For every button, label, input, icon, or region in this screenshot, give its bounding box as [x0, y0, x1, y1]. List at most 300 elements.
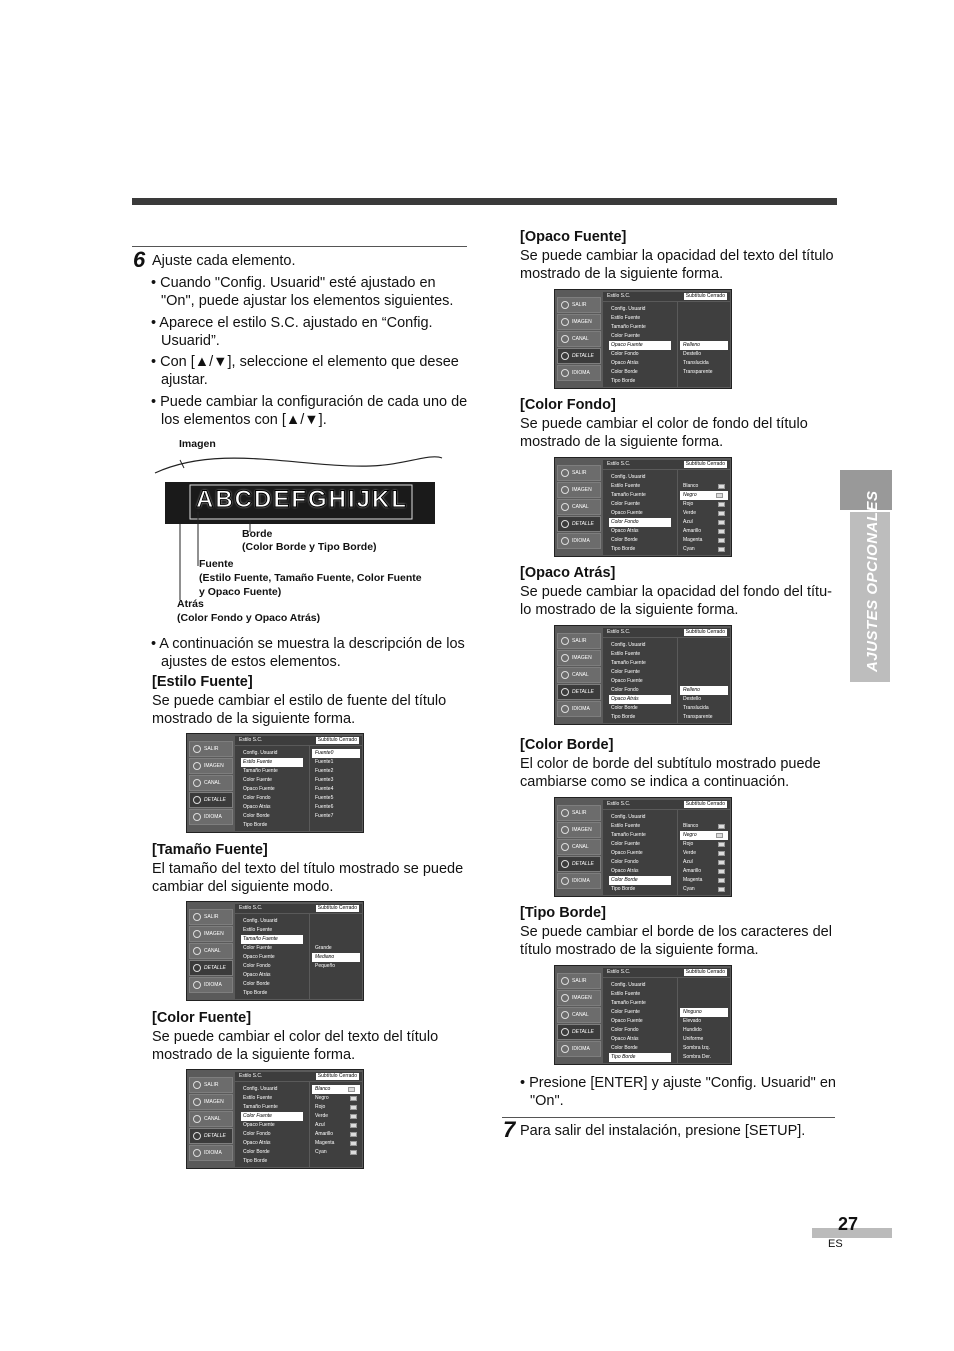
- menu-side-label: CANAL: [204, 1116, 221, 1122]
- menu-side-item[interactable]: [557, 973, 601, 989]
- menu-side-label: IMAGEN: [572, 655, 592, 661]
- menu-side-item[interactable]: [557, 650, 601, 666]
- menu-color-fuente: [186, 1069, 364, 1169]
- menu-side-label: SALIR: [572, 978, 587, 984]
- menu-option[interactable]: [678, 536, 730, 545]
- menu-option-label: Blanco: [683, 483, 699, 489]
- menu-side-item[interactable]: [557, 856, 601, 872]
- menu-row[interactable]: Color Fuente: [243, 777, 272, 783]
- menu-option[interactable]: [312, 953, 360, 962]
- menu-row[interactable]: Opaco Atrás: [611, 1036, 639, 1042]
- menu-sidebar: [189, 737, 233, 831]
- menu-option[interactable]: [310, 794, 362, 803]
- menu-side-item[interactable]: [189, 960, 233, 976]
- menu-option-label: Amarillo: [683, 868, 702, 874]
- menu-item-icon: [193, 762, 201, 770]
- menu-row[interactable]: Opaco Fuente: [243, 1122, 275, 1128]
- menu-header-title: Estilo S.C.: [607, 801, 631, 807]
- menu-item-icon: [561, 1011, 569, 1019]
- menu-option-label: Azul: [683, 859, 693, 865]
- menu-side-item[interactable]: [189, 943, 233, 959]
- menu-row[interactable]: Config. Usuarid: [611, 642, 646, 648]
- menu-option[interactable]: [310, 1130, 362, 1139]
- menu-row[interactable]: Estilo Fuente: [243, 1095, 273, 1101]
- menu-item-icon: [561, 537, 569, 545]
- menu-row[interactable]: Color Fuente: [611, 669, 640, 675]
- menu-option[interactable]: [678, 350, 730, 359]
- menu-side-item[interactable]: [189, 1145, 233, 1161]
- menu-side-item[interactable]: [189, 926, 233, 942]
- diagram-label-fuente: Fuente: [199, 558, 234, 570]
- step7-number: 7: [503, 1117, 516, 1142]
- menu-side-item[interactable]: [557, 1024, 601, 1040]
- menu-options: [678, 810, 730, 895]
- color-swatch: [718, 502, 725, 507]
- menu-item-icon: [561, 843, 569, 851]
- menu-side-item[interactable]: [557, 365, 601, 381]
- menu-option[interactable]: [678, 840, 730, 849]
- menu-option[interactable]: [678, 713, 730, 722]
- menu-option[interactable]: [678, 822, 730, 831]
- menu-side-item[interactable]: [557, 1041, 601, 1057]
- menu-option[interactable]: [678, 527, 730, 536]
- menu-option[interactable]: [312, 749, 360, 758]
- menu-row[interactable]: Tamaño Fuente: [611, 492, 646, 498]
- menu-option[interactable]: [678, 849, 730, 858]
- menu-option-label: Negro: [315, 1095, 329, 1101]
- menu-option-label: Magenta: [315, 1140, 335, 1146]
- menu-row[interactable]: Config. Usuarid: [243, 1086, 278, 1092]
- fondo-text: Se puede cambiar el color de fondo del título mostrado de la siguiente forma.: [520, 416, 808, 450]
- step6-bullet-2: • Aparece el estilo S.C. ajustado en “Config. Usuarid”.: [151, 315, 433, 349]
- menu-row[interactable]: Color Borde: [243, 981, 270, 987]
- menu-row[interactable]: Color Fondo: [611, 687, 639, 693]
- menu-item-icon: [561, 705, 569, 713]
- menu-side-item[interactable]: [557, 805, 601, 821]
- menu-option-label: Destello: [683, 351, 702, 357]
- menu-row[interactable]: Tipo Borde: [611, 378, 636, 384]
- color-swatch: [350, 1132, 357, 1137]
- menu-opaco-atras: [554, 625, 732, 725]
- menu-side-label: DETALLE: [204, 1133, 226, 1139]
- menu-side-label: CANAL: [572, 672, 589, 678]
- color-swatch: [718, 878, 725, 883]
- menu-side-item[interactable]: [557, 533, 601, 549]
- menu-row[interactable]: Tamaño Fuente: [611, 324, 646, 330]
- menu-row[interactable]: Opaco Fuente: [611, 510, 643, 516]
- menu-side-label: IDIOMA: [204, 814, 222, 820]
- menu-row[interactable]: Color Borde: [611, 369, 638, 375]
- menu-header: [235, 1072, 362, 1081]
- menu-side-item[interactable]: [189, 1077, 233, 1093]
- menu-option[interactable]: [678, 1035, 730, 1044]
- menu-option[interactable]: [310, 767, 362, 776]
- menu-row[interactable]: Tamaño Fuente: [243, 768, 278, 774]
- menu-row[interactable]: Opaco Fuente: [611, 678, 643, 684]
- menu-rows: [603, 810, 677, 895]
- menu-row[interactable]: Color Fondo: [609, 518, 671, 527]
- color-swatch: [718, 484, 725, 489]
- menu-option[interactable]: [310, 962, 362, 971]
- menu-option[interactable]: [310, 1139, 362, 1148]
- menu-row[interactable]: Opaco Atrás: [243, 804, 271, 810]
- menu-row[interactable]: Tamaño Fuente: [611, 660, 646, 666]
- step6-bullet-3: • Con [▲/▼], seleccione el elemento que desee ajustar.: [151, 354, 459, 388]
- menu-option-label: Amarillo: [315, 1131, 334, 1137]
- menu-row[interactable]: Opaco Fuente: [609, 341, 671, 350]
- menu-rows: [603, 470, 677, 555]
- menu-row[interactable]: Opaco Fuente: [611, 850, 643, 856]
- menu-option[interactable]: [310, 1094, 362, 1103]
- menu-item-icon: [193, 964, 201, 972]
- menu-side-label: CANAL: [572, 504, 589, 510]
- menu-row[interactable]: Tamaño Fuente: [241, 935, 303, 944]
- menu-row[interactable]: Estilo Fuente: [611, 651, 641, 657]
- menu-row[interactable]: Tamaño Fuente: [243, 1104, 278, 1110]
- color-swatch: [348, 1087, 355, 1092]
- menu-option-label: Blanco: [683, 823, 699, 829]
- menu-side-item[interactable]: [557, 465, 601, 481]
- menu-side-item[interactable]: [557, 348, 601, 364]
- tamano-title: [Tamaño Fuente]: [152, 842, 268, 858]
- menu-option-label: Fuente1: [315, 759, 334, 765]
- menu-side-item[interactable]: [189, 758, 233, 774]
- menu-side-item[interactable]: [557, 314, 601, 330]
- menu-side-item[interactable]: [189, 741, 233, 757]
- color-swatch: [350, 1123, 357, 1128]
- menu-option[interactable]: [678, 359, 730, 368]
- menu-side-label: IMAGEN: [204, 1099, 224, 1105]
- step6-intro: Ajuste cada elemento.: [152, 253, 296, 269]
- menu-option[interactable]: [678, 500, 730, 509]
- menu-option-label: Azul: [315, 1122, 325, 1128]
- menu-row[interactable]: Color Borde: [243, 813, 270, 819]
- menu-option-label: Fuente5: [315, 795, 334, 801]
- menu-item-icon: [193, 1149, 201, 1157]
- menu-row[interactable]: Color Fuente: [611, 333, 640, 339]
- menu-item-icon: [193, 1115, 201, 1123]
- color-swatch: [716, 833, 723, 838]
- menu-side-label: SALIR: [572, 810, 587, 816]
- menu-side-item[interactable]: [557, 482, 601, 498]
- menu-side-item[interactable]: [189, 792, 233, 808]
- borde-title: [Color Borde]: [520, 737, 614, 753]
- diagram-label-fuente-sub1: (Estilo Fuente, Tamaño Fuente, Color Fuente: [199, 572, 422, 584]
- menu-row[interactable]: Estilo Fuente: [611, 483, 641, 489]
- menu-option[interactable]: [678, 482, 730, 491]
- menu-option[interactable]: [678, 876, 730, 885]
- menu-row[interactable]: Color Fondo: [611, 1027, 639, 1033]
- menu-option-label: Fuente0: [315, 750, 334, 756]
- opacof-title: [Opaco Fuente]: [520, 229, 627, 245]
- menu-option-label: Relleno: [683, 687, 700, 693]
- menu-header-badge: Subtítulo Cerrado: [685, 461, 725, 467]
- menu-side-item[interactable]: [557, 633, 601, 649]
- menu-row[interactable]: Tipo Borde: [609, 1053, 671, 1062]
- menu-option[interactable]: [310, 1121, 362, 1130]
- menu-option-label: Grande: [315, 945, 332, 951]
- menu-option[interactable]: [678, 1017, 730, 1026]
- menu-item-icon: [561, 486, 569, 494]
- menu-option[interactable]: [678, 545, 730, 554]
- menu-row[interactable]: Estilo Fuente: [611, 991, 641, 997]
- menu-row[interactable]: Opaco Fuente: [243, 786, 275, 792]
- color-swatch: [718, 529, 725, 534]
- menu-row[interactable]: Opaco Atrás: [611, 868, 639, 874]
- menu-row[interactable]: Opaco Atrás: [611, 360, 639, 366]
- menu-side-label: CANAL: [572, 1012, 589, 1018]
- menu-row[interactable]: Color Fondo: [611, 859, 639, 865]
- menu-option[interactable]: [678, 695, 730, 704]
- menu-side-item[interactable]: [189, 1094, 233, 1110]
- color-swatch: [350, 1114, 357, 1119]
- menu-side-item[interactable]: [557, 667, 601, 683]
- menu-option[interactable]: [310, 1148, 362, 1157]
- menu-header-title: Estilo S.C.: [239, 1073, 263, 1079]
- menu-tipo-borde: [554, 965, 732, 1065]
- menu-header: [603, 292, 730, 301]
- menu-item-icon: [193, 981, 201, 989]
- step7-rule: [502, 1117, 835, 1118]
- diagram-label-fuente-sub2: y Opaco Fuente): [199, 586, 282, 598]
- menu-item-icon: [561, 671, 569, 679]
- menu-side-item[interactable]: [557, 516, 601, 532]
- menu-header-title: Estilo S.C.: [239, 737, 263, 743]
- menu-side-item[interactable]: [189, 1128, 233, 1144]
- menu-header-badge: Subtítulo Cerrado: [317, 1073, 357, 1079]
- diagram-label-borde-sub: (Color Borde y Tipo Borde): [242, 541, 377, 553]
- menu-row[interactable]: Config. Usuarid: [611, 814, 646, 820]
- menu-header-badge: Subtítulo Cerrado: [685, 969, 725, 975]
- menu-rows: [235, 914, 309, 999]
- menu-side-item[interactable]: [557, 684, 601, 700]
- diagram-label-atras-sub: (Color Fondo y Opaco Atrás): [177, 612, 321, 624]
- menu-option-label: Verde: [683, 510, 697, 516]
- menu-row[interactable]: Tamaño Fuente: [611, 832, 646, 838]
- menu-side-item[interactable]: [189, 909, 233, 925]
- menu-option[interactable]: [678, 1044, 730, 1053]
- menu-option[interactable]: [310, 812, 362, 821]
- menu-header-title: Estilo S.C.: [607, 629, 631, 635]
- menu-option[interactable]: [678, 1026, 730, 1035]
- menu-option[interactable]: [310, 776, 362, 785]
- menu-side-label: CANAL: [204, 780, 221, 786]
- menu-row[interactable]: Opaco Atrás: [243, 1140, 271, 1146]
- menu-row[interactable]: Estilo Fuente: [611, 823, 641, 829]
- menu-option[interactable]: [680, 686, 728, 695]
- step6-bullet-after: • A continuación se muestra la descripción de los ajustes de estos elementos.: [151, 636, 465, 670]
- menu-option[interactable]: [310, 785, 362, 794]
- menu-side-label: IDIOMA: [572, 1046, 590, 1052]
- menu-item-icon: [561, 301, 569, 309]
- menu-side-label: DETALLE: [572, 689, 594, 695]
- tipob-text: Se puede cambiar el borde de los caracteres del título mostrado de la siguiente forma.: [520, 924, 832, 958]
- color-swatch: [350, 1105, 357, 1110]
- menu-row[interactable]: Color Borde: [243, 1149, 270, 1155]
- menu-option[interactable]: [678, 858, 730, 867]
- menu-row[interactable]: Color Borde: [609, 876, 671, 885]
- menu-side-label: IDIOMA: [572, 706, 590, 712]
- menu-option[interactable]: [680, 1008, 728, 1017]
- opacoa-title: [Opaco Atrás]: [520, 565, 616, 581]
- fondo-title: [Color Fondo]: [520, 397, 616, 413]
- menu-option[interactable]: [678, 704, 730, 713]
- step6-number: 6: [133, 247, 146, 272]
- menu-option[interactable]: [680, 341, 728, 350]
- color-swatch: [718, 842, 725, 847]
- menu-row[interactable]: Color Borde: [611, 537, 638, 543]
- color-swatch: [350, 1150, 357, 1155]
- menu-row[interactable]: Config. Usuarid: [611, 982, 646, 988]
- menu-row[interactable]: Tipo Borde: [611, 546, 636, 552]
- top-bar: [132, 198, 837, 205]
- menu-item-icon: [193, 745, 201, 753]
- menu-rows: [603, 638, 677, 723]
- menu-option[interactable]: [310, 944, 362, 953]
- menu-row[interactable]: Color Fondo: [243, 1131, 271, 1137]
- menu-row[interactable]: Config. Usuarid: [611, 306, 646, 312]
- menu-side-item[interactable]: [189, 977, 233, 993]
- menu-side-label: IMAGEN: [572, 319, 592, 325]
- menu-row[interactable]: Color Fuente: [611, 501, 640, 507]
- menu-row[interactable]: Color Fuente: [243, 945, 272, 951]
- menu-header-title: Estilo S.C.: [607, 969, 631, 975]
- menu-option-label: Transparente: [683, 369, 713, 375]
- menu-option[interactable]: [312, 1085, 360, 1094]
- menu-option[interactable]: [678, 867, 730, 876]
- menu-side-item[interactable]: [557, 873, 601, 889]
- menu-side-label: DETALLE: [204, 965, 226, 971]
- menu-side-item[interactable]: [189, 775, 233, 791]
- menu-item-icon: [193, 947, 201, 955]
- color-swatch: [350, 1141, 357, 1146]
- color-swatch: [718, 824, 725, 829]
- tamano-text: El tamaño del texto del título mostrado se puede cambiar del siguiente modo.: [152, 861, 464, 895]
- menu-side-item[interactable]: [557, 990, 601, 1006]
- menu-side-item[interactable]: [557, 499, 601, 515]
- menu-option-label: Transparente: [683, 714, 713, 720]
- menu-option-label: Rojo: [683, 501, 694, 507]
- menu-row[interactable]: Color Fondo: [243, 963, 271, 969]
- menu-side-item[interactable]: [557, 839, 601, 855]
- menu-row[interactable]: Color Fuente: [611, 1009, 640, 1015]
- menu-row[interactable]: Opaco Fuente: [243, 954, 275, 960]
- menu-side-item[interactable]: [557, 701, 601, 717]
- color-swatch: [718, 851, 725, 856]
- menu-item-icon: [193, 813, 201, 821]
- menu-side-label: SALIR: [204, 746, 219, 752]
- menu-row[interactable]: Tipo Borde: [243, 990, 268, 996]
- menu-item-icon: [561, 977, 569, 985]
- menu-row[interactable]: Config. Usuarid: [243, 750, 278, 756]
- menu-option[interactable]: [310, 758, 362, 767]
- caption-sample-text: ABCDEFGHIJKL: [196, 486, 409, 513]
- menu-option-label: Fuente7: [315, 813, 334, 819]
- menu-row[interactable]: Estilo Fuente: [243, 927, 273, 933]
- menu-option[interactable]: [678, 368, 730, 377]
- menu-row[interactable]: Estilo Fuente: [611, 315, 641, 321]
- menu-row[interactable]: Color Borde: [611, 1045, 638, 1051]
- menu-row[interactable]: Opaco Atrás: [611, 528, 639, 534]
- menu-item-icon: [561, 637, 569, 645]
- menu-side-item[interactable]: [557, 1007, 601, 1023]
- menu-option-label: Cyan: [683, 546, 695, 552]
- menu-row[interactable]: Opaco Atrás: [243, 972, 271, 978]
- menu-option[interactable]: [310, 1103, 362, 1112]
- menu-options: [310, 914, 362, 999]
- menu-row[interactable]: Tamaño Fuente: [611, 1000, 646, 1006]
- menu-option-label: Cyan: [315, 1149, 327, 1155]
- menu-row[interactable]: Tipo Borde: [611, 886, 636, 892]
- menu-sidebar: [189, 905, 233, 999]
- menu-side-label: CANAL: [572, 844, 589, 850]
- opacof-text: Se puede cambiar la opacidad del texto del título mostrado de la siguiente forma.: [520, 248, 834, 282]
- menu-header-badge: Subtítulo Cerrado: [317, 905, 357, 911]
- menu-row[interactable]: Color Fondo: [243, 795, 271, 801]
- menu-row[interactable]: Color Borde: [611, 705, 638, 711]
- menu-option[interactable]: [678, 885, 730, 894]
- menu-row[interactable]: Tipo Borde: [243, 822, 268, 828]
- menu-option[interactable]: [680, 491, 728, 500]
- menu-side-label: SALIR: [572, 638, 587, 644]
- menu-row[interactable]: Color Fondo: [611, 351, 639, 357]
- menu-item-icon: [193, 1081, 201, 1089]
- menu-option[interactable]: [678, 509, 730, 518]
- menu-row[interactable]: Config. Usuarid: [243, 918, 278, 924]
- menu-header: [603, 800, 730, 809]
- menu-estilo-fuente: [186, 733, 364, 833]
- menu-side-item[interactable]: [189, 809, 233, 825]
- menu-color-fondo: [554, 457, 732, 557]
- language-code: ES: [828, 1238, 843, 1250]
- menu-option-label: Fuente2: [315, 768, 334, 774]
- menu-row[interactable]: Color Fuente: [611, 841, 640, 847]
- menu-side-item[interactable]: [557, 331, 601, 347]
- menu-row[interactable]: Tipo Borde: [243, 1158, 268, 1164]
- tipob-title: [Tipo Borde]: [520, 905, 606, 921]
- menu-row[interactable]: Config. Usuarid: [611, 474, 646, 480]
- menu-side-label: DETALLE: [572, 1029, 594, 1035]
- menu-side-label: IMAGEN: [572, 995, 592, 1001]
- side-label-box: [850, 490, 890, 682]
- menu-row[interactable]: Estilo Fuente: [241, 758, 303, 767]
- menu-item-icon: [561, 826, 569, 834]
- menu-side-item[interactable]: [557, 822, 601, 838]
- menu-option[interactable]: [680, 831, 728, 840]
- color-swatch: [718, 887, 725, 892]
- menu-option[interactable]: [310, 803, 362, 812]
- menu-row[interactable]: Color Fuente: [241, 1112, 303, 1121]
- menu-row[interactable]: Opaco Atrás: [609, 695, 671, 704]
- color-swatch: [718, 538, 725, 543]
- menu-options: [310, 746, 362, 831]
- menu-item-icon: [561, 335, 569, 343]
- menu-option-label: Ninguno: [683, 1009, 702, 1015]
- menu-side-item[interactable]: [557, 297, 601, 313]
- menu-option-label: Cyan: [683, 886, 695, 892]
- menu-option[interactable]: [678, 1053, 730, 1062]
- menu-row[interactable]: Tipo Borde: [611, 714, 636, 720]
- menu-row[interactable]: Opaco Fuente: [611, 1018, 643, 1024]
- menu-option[interactable]: [310, 1112, 362, 1121]
- color-swatch: [718, 511, 725, 516]
- menu-header: [235, 736, 362, 745]
- menu-header: [603, 968, 730, 977]
- menu-side-label: CANAL: [572, 336, 589, 342]
- menu-header: [603, 460, 730, 469]
- menu-option[interactable]: [678, 518, 730, 527]
- menu-side-item[interactable]: [189, 1111, 233, 1127]
